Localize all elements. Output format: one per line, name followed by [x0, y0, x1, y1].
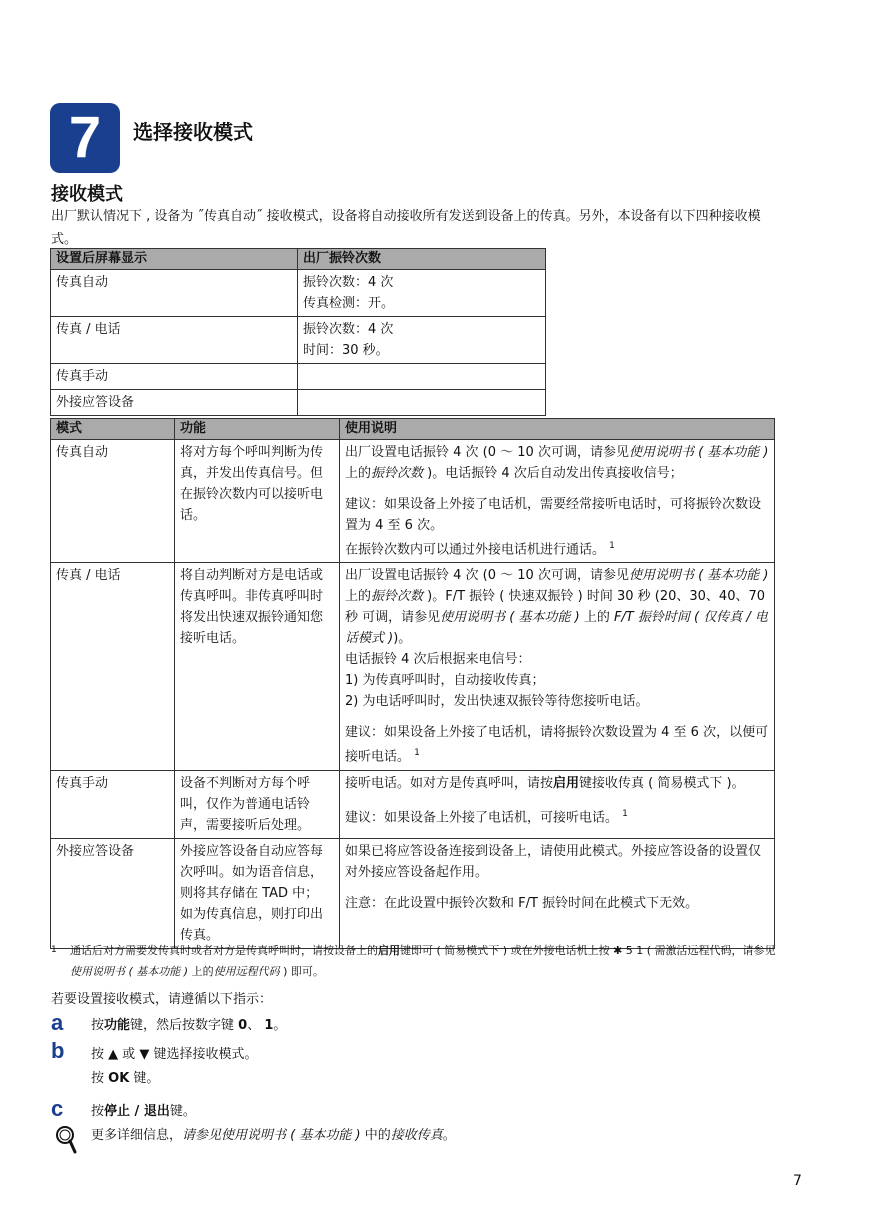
- manual-ref: 使用说明书 ( 基本功能 ): [628, 445, 769, 460]
- desc-text: )。F/T 振铃 ( 快速双振铃 ) 时间 30 秒 (20、30、40、70 秒 可调，请参见: [345, 589, 766, 626]
- table-header: 设置后屏幕显示: [51, 249, 298, 270]
- desc-text: 接听电话。如对方是传真呼叫，请按: [345, 775, 554, 791]
- desc-text: 建议：如果设备上外接了电话机，需要经常接听电话时，可将振铃次数设置为 4 至 6 次。: [345, 497, 762, 533]
- mode-cell: 传真 / 电话: [51, 317, 298, 364]
- step-letter: c: [51, 1096, 64, 1121]
- manual-ref: 振铃次数: [371, 589, 424, 605]
- desc-text: 键接收传真 ( 简易模式下 )。: [579, 775, 745, 791]
- table-row: [51, 563, 775, 770]
- table-row: [51, 364, 546, 390]
- footnote-text: 上的: [188, 965, 214, 978]
- description-cell: [340, 440, 775, 563]
- step-c: 按停止 / 退出键。: [91, 1104, 196, 1119]
- step-letter: a: [51, 1010, 64, 1035]
- footnote-ref: 1: [609, 541, 615, 551]
- description-cell: [340, 563, 775, 770]
- desc-text: 建议：如果设备上外接了电话机，请将振铃次数设置为 4 至 6 次，以便可接听电话。: [345, 725, 769, 765]
- desc-text: 电话振铃 4 次后根据来电信号：: [345, 652, 531, 668]
- rings-line: 振铃次数：4 次: [303, 275, 394, 290]
- function-cell: 将对方每个呼叫判断为传真，并发出传真信号。但在振铃次数内可以接听电话。: [175, 440, 340, 563]
- desc-text: 上的: [345, 589, 372, 605]
- table-row: [51, 770, 775, 838]
- manual-ref: 使用说明书 ( 基本功能 ): [628, 568, 769, 584]
- rings-cell: [298, 390, 546, 416]
- table-header: 模式: [51, 419, 175, 440]
- mode-cell: 传真 / 电话: [51, 563, 175, 770]
- desc-text: 上的: [345, 466, 372, 481]
- chapter-title: 选择接收模式: [133, 120, 253, 144]
- receive-modes-table: [50, 418, 775, 949]
- table-row: [51, 317, 546, 364]
- desc-text: 建议：如果设备上外接了电话机，可接听电话。: [345, 809, 619, 825]
- mode-cell: 传真自动: [51, 270, 298, 317]
- rings-line: 振铃次数：4 次: [303, 322, 394, 337]
- desc-text: 如果已将应答设备连接到设备上，请使用此模式。外接应答设备的设置仅对外接应答设备起作用。: [345, 843, 762, 880]
- desc-text: 出厂设置电话振铃 4 次 (0 ～ 10 次可调，请参见: [345, 445, 629, 460]
- desc-text: 2) 为电话呼叫时，发出快速双振铃等待您接听电话。: [345, 694, 649, 710]
- page-number: 7: [793, 1173, 802, 1189]
- rings-cell: [298, 317, 546, 364]
- manual-ref: 使用说明书 ( 基本功能 ): [440, 610, 580, 626]
- mode-cell: 传真自动: [51, 440, 175, 563]
- footnote-text: 通话后对方需要发传真时或者对方是传真呼叫时，请按设备上的: [70, 944, 378, 957]
- section-intro: 出厂默认情况下 , 设备为 ˝传真自动˝ 接收模式，设备将自动接收所有发送到设备上的传真。另外，本设备有以下四种接收模式。: [51, 209, 761, 247]
- table-row: [51, 838, 775, 948]
- description-cell: [340, 770, 775, 838]
- manual-ref: 振铃次数: [371, 466, 424, 481]
- mode-cell: 传真手动: [51, 770, 175, 838]
- mode-cell: 外接应答设备: [51, 838, 175, 948]
- mode-cell: 传真手动: [51, 364, 298, 390]
- table-row: [51, 440, 775, 563]
- instructions-intro: 若要设置接收模式，请遵循以下指示：: [51, 992, 273, 1007]
- function-cell: 将自动判断对方是电话或传真呼叫。非传真呼叫时将发出快速双振铃通知您接听电话。: [175, 563, 340, 770]
- key-name: 启用: [378, 944, 400, 957]
- table-header: 功能: [175, 419, 340, 440]
- step-b: 按 ▲ 或 ▼ 键选择接收模式。 按 OK 键。: [91, 1047, 258, 1086]
- footnote-text: 键即可 ( 简易模式下 ) 或在外接电话机上按 ✱ 5 1 ( 需激活远程代码，请参见: [400, 944, 776, 957]
- footnote-ref: 1: [414, 748, 420, 759]
- desc-text: 1) 为传真呼叫时，自动接收传真；: [345, 673, 545, 689]
- table-row: [51, 270, 546, 317]
- desc-text: 注意：在此设置中振铃次数和 F/T 振铃时间在此模式下无效。: [345, 895, 699, 911]
- description-cell: [340, 838, 775, 948]
- footnote: [51, 940, 781, 982]
- rings-cell: [298, 364, 546, 390]
- magnifier-icon: [55, 1125, 77, 1155]
- key-name: 启用: [553, 775, 580, 791]
- table-header: 出厂振铃次数: [298, 249, 546, 270]
- footnote-text: ) 即可。: [279, 965, 324, 978]
- function-cell: 设备不判断对方每个呼叫，仅作为普通电话铃声，需要接听后处理。: [175, 770, 340, 838]
- desc-text: 上的: [579, 610, 614, 626]
- default-rings-table: [50, 248, 546, 416]
- mode-cell: 外接应答设备: [51, 390, 298, 416]
- function-cell: 外接应答设备自动应答每次呼叫。如为语音信息，则将其存储在 TAD 中； 如为传真信息，则打印出传真。: [175, 838, 340, 948]
- table-row: [51, 390, 546, 416]
- rings-line: 传真检测：开。: [303, 296, 395, 311]
- desc-text: )。: [393, 631, 412, 647]
- step-letter: b: [51, 1038, 65, 1063]
- manual-ref: 使用远程代码: [213, 965, 280, 978]
- desc-text: )。电话振铃 4 次后自动发出传真接收信号；: [423, 466, 683, 481]
- step-a: 按功能键，然后按数字键 0、 1。: [91, 1018, 287, 1033]
- manual-ref: 使用说明书 ( 基本功能 ): [70, 965, 189, 978]
- footnote-ref: 1: [622, 808, 628, 819]
- chapter-number-badge: 7: [50, 103, 120, 173]
- desc-text: 在振铃次数内可以通过外接电话机进行通话。: [345, 542, 606, 558]
- rings-line: 时间：30 秒。: [303, 343, 389, 358]
- tip-text: 更多详细信息，请参见使用说明书 ( 基本功能 ) 中的接收传真。: [91, 1128, 456, 1143]
- footnote-mark: 1: [51, 945, 57, 955]
- desc-text: 出厂设置电话振铃 4 次 (0 ～ 10 次可调，请参见: [345, 568, 629, 584]
- table-header: 使用说明: [340, 419, 775, 440]
- rings-cell: [298, 270, 546, 317]
- manual-ref: F/T 振铃时间 ( 仅传真 / 电话模式 ): [345, 610, 768, 647]
- section-title: 接收模式: [51, 184, 123, 205]
